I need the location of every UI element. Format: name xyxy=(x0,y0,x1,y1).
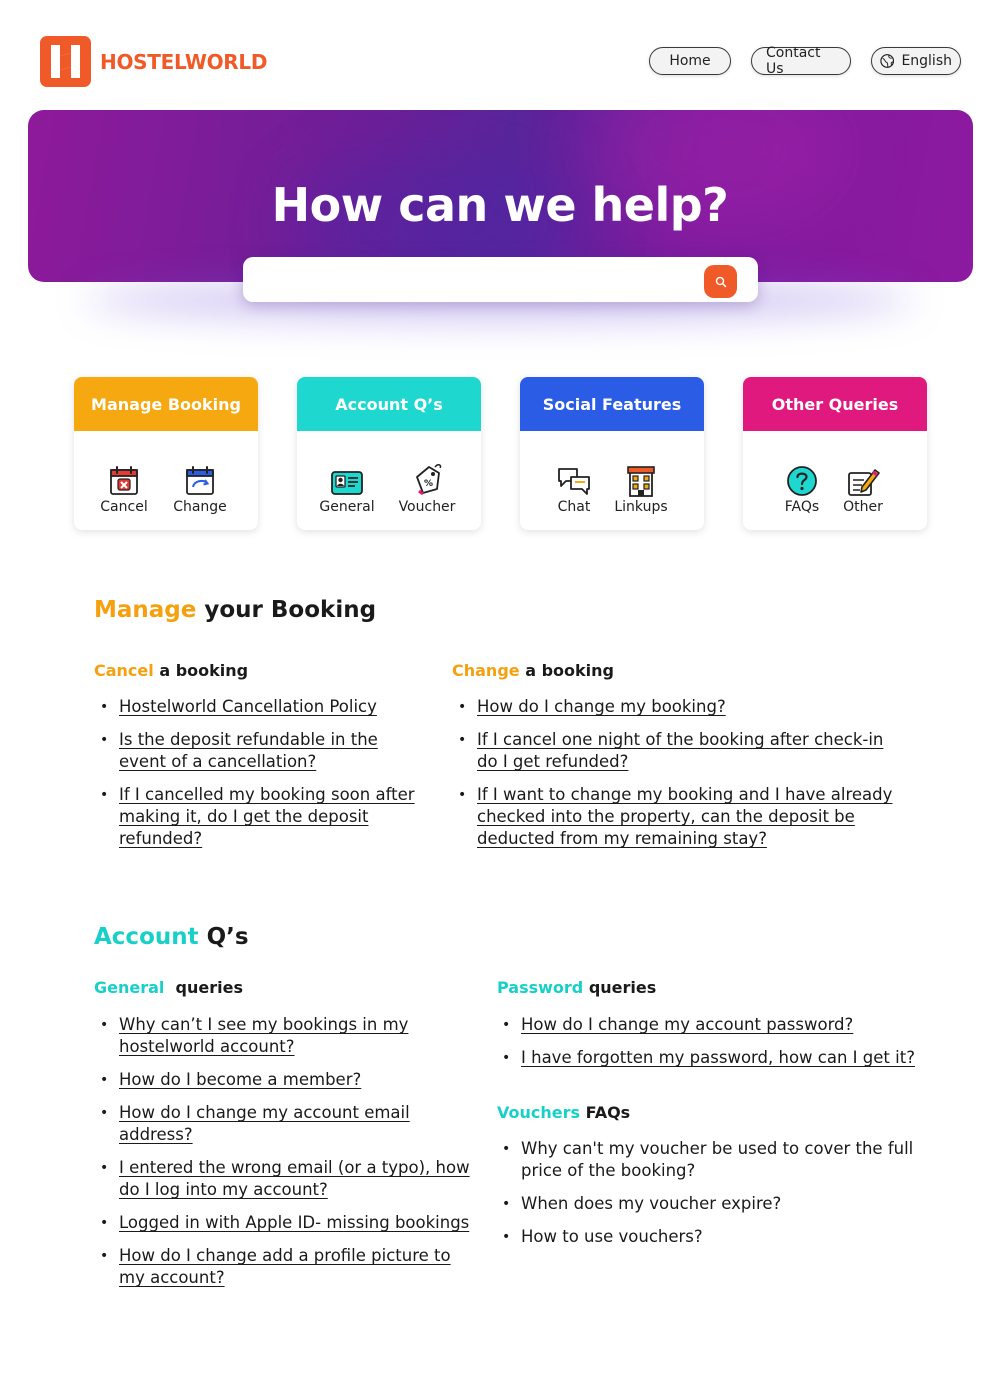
question-link[interactable]: Logged in with Apple ID- missing bookings xyxy=(119,1213,470,1232)
card-item-change[interactable] xyxy=(160,463,240,515)
card-item-label: Voucher xyxy=(398,499,456,515)
card-title[interactable]: Account Q’s xyxy=(297,377,481,431)
list-item xyxy=(453,696,908,718)
hostel-building-icon xyxy=(627,465,655,497)
card-title[interactable]: Other Queries xyxy=(743,377,927,431)
home-button[interactable]: Home xyxy=(649,47,731,75)
list-item xyxy=(95,1014,470,1058)
language-button[interactable] xyxy=(871,47,961,75)
subheading-accent: Cancel xyxy=(94,661,154,680)
question-link[interactable]: Is the deposit refundable in the event of a cancellation? xyxy=(119,730,378,771)
id-card-icon xyxy=(331,469,363,497)
list-item xyxy=(497,1226,927,1248)
question-link[interactable]: If I cancelled my booking soon after making it, do I get the deposit refunded? xyxy=(119,785,415,848)
cancel-subheading xyxy=(94,661,248,680)
calendar-cancel-icon xyxy=(108,465,140,497)
change-question-list xyxy=(453,696,908,861)
card-item-cancel[interactable] xyxy=(84,463,164,515)
contact-us-button[interactable]: Contact Us xyxy=(751,47,851,75)
password-subheading xyxy=(497,978,656,997)
password-question-list xyxy=(497,1014,937,1080)
calendar-change-icon xyxy=(184,465,216,497)
card-manage-booking xyxy=(74,377,258,530)
question-text[interactable]: Why can't my voucher be used to cover the full price of the booking? xyxy=(521,1139,914,1180)
card-item-label: Chat xyxy=(557,499,591,515)
list-item xyxy=(453,729,908,773)
subheading-rest: a booking xyxy=(153,661,249,680)
hostelworld-h-icon xyxy=(40,36,91,87)
general-subheading xyxy=(94,978,243,997)
card-item-other[interactable] xyxy=(823,463,903,515)
subheading-rest: FAQs xyxy=(580,1103,631,1122)
list-item xyxy=(95,1212,470,1234)
list-item xyxy=(95,696,425,718)
list-item xyxy=(453,784,908,850)
brand-name: HOSTELWORLD xyxy=(100,49,268,74)
question-link[interactable]: Why can’t I see my bookings in my hostelworld account? xyxy=(119,1015,409,1056)
hostelworld-logo[interactable] xyxy=(40,36,267,87)
voucher-tag-icon xyxy=(411,463,443,497)
svg-text:%: % xyxy=(424,479,434,489)
question-link[interactable]: How do I change add a profile picture to my account? xyxy=(119,1246,451,1287)
subheading-rest: queries xyxy=(164,978,243,997)
top-nav xyxy=(649,47,961,75)
title-rest: your Booking xyxy=(196,597,377,623)
card-other-queries xyxy=(743,377,927,530)
title-accent: Account xyxy=(94,924,199,950)
title-rest: Q’s xyxy=(198,924,249,950)
manage-section-title xyxy=(94,597,376,623)
card-item-general[interactable] xyxy=(307,463,387,515)
notepad-pencil-icon xyxy=(846,465,880,497)
question-link[interactable]: Hostelworld Cancellation Policy xyxy=(119,697,377,716)
subheading-rest: queries xyxy=(583,978,657,997)
subheading-rest: a booking xyxy=(519,661,614,680)
question-link[interactable]: If I cancel one night of the booking after check-in do I get refunded? xyxy=(477,730,884,771)
vouchers-subheading xyxy=(497,1103,630,1122)
chat-bubbles-icon xyxy=(557,465,591,497)
question-text[interactable]: How to use vouchers? xyxy=(521,1227,703,1246)
question-text[interactable]: When does my voucher expire? xyxy=(521,1194,782,1213)
subheading-accent: General xyxy=(94,978,165,997)
vouchers-question-list xyxy=(497,1138,927,1259)
card-title[interactable]: Manage Booking xyxy=(74,377,258,431)
search-button[interactable] xyxy=(704,265,737,298)
subheading-accent: Vouchers xyxy=(497,1103,581,1122)
title-accent: Manage xyxy=(94,597,197,623)
question-link[interactable]: How do I become a member? xyxy=(119,1070,362,1089)
globe-icon xyxy=(880,53,894,69)
change-subheading xyxy=(452,661,614,680)
question-circle-icon xyxy=(786,465,818,497)
hero-title: How can we help? xyxy=(271,178,729,232)
list-item xyxy=(497,1138,927,1182)
list-item xyxy=(95,784,425,850)
card-item-label: Other xyxy=(843,499,883,515)
list-item xyxy=(95,1245,470,1289)
question-link[interactable]: How do I change my account password? xyxy=(521,1015,854,1034)
card-title[interactable]: Social Features xyxy=(520,377,704,431)
card-item-label: FAQs xyxy=(784,499,820,515)
list-item xyxy=(95,1157,470,1201)
card-item-label: General xyxy=(319,499,375,515)
question-link[interactable]: If I want to change my booking and I have already checked into the property, can the deposit be deducted from my remaining stay? xyxy=(477,785,893,848)
card-account-qs xyxy=(297,377,481,530)
list-item xyxy=(95,1069,470,1091)
general-question-list xyxy=(95,1014,470,1300)
card-item-label: Change xyxy=(173,499,227,515)
list-item xyxy=(497,1193,927,1215)
question-link[interactable]: How do I change my account email address? xyxy=(119,1103,410,1144)
search-bar xyxy=(243,257,758,302)
question-link[interactable]: How do I change my booking? xyxy=(477,697,726,716)
cancel-question-list xyxy=(95,696,425,861)
list-item xyxy=(95,729,425,773)
search-icon xyxy=(715,276,727,288)
card-item-linkups[interactable] xyxy=(601,463,681,515)
search-input[interactable] xyxy=(257,267,697,292)
card-item-voucher[interactable] xyxy=(387,463,467,515)
account-section-title xyxy=(94,924,249,950)
question-link[interactable]: I have forgotten my password, how can I get it? xyxy=(521,1048,915,1067)
card-item-label: Linkups xyxy=(614,499,668,515)
subheading-accent: Password xyxy=(497,978,584,997)
list-item xyxy=(95,1102,470,1146)
question-link[interactable]: I entered the wrong email (or a typo), how do I log into my account? xyxy=(119,1158,470,1199)
list-item xyxy=(497,1047,937,1069)
subheading-accent: Change xyxy=(452,661,520,680)
language-label: English xyxy=(901,53,952,69)
list-item xyxy=(497,1014,937,1036)
card-item-label: Cancel xyxy=(100,499,148,515)
card-social-features xyxy=(520,377,704,530)
